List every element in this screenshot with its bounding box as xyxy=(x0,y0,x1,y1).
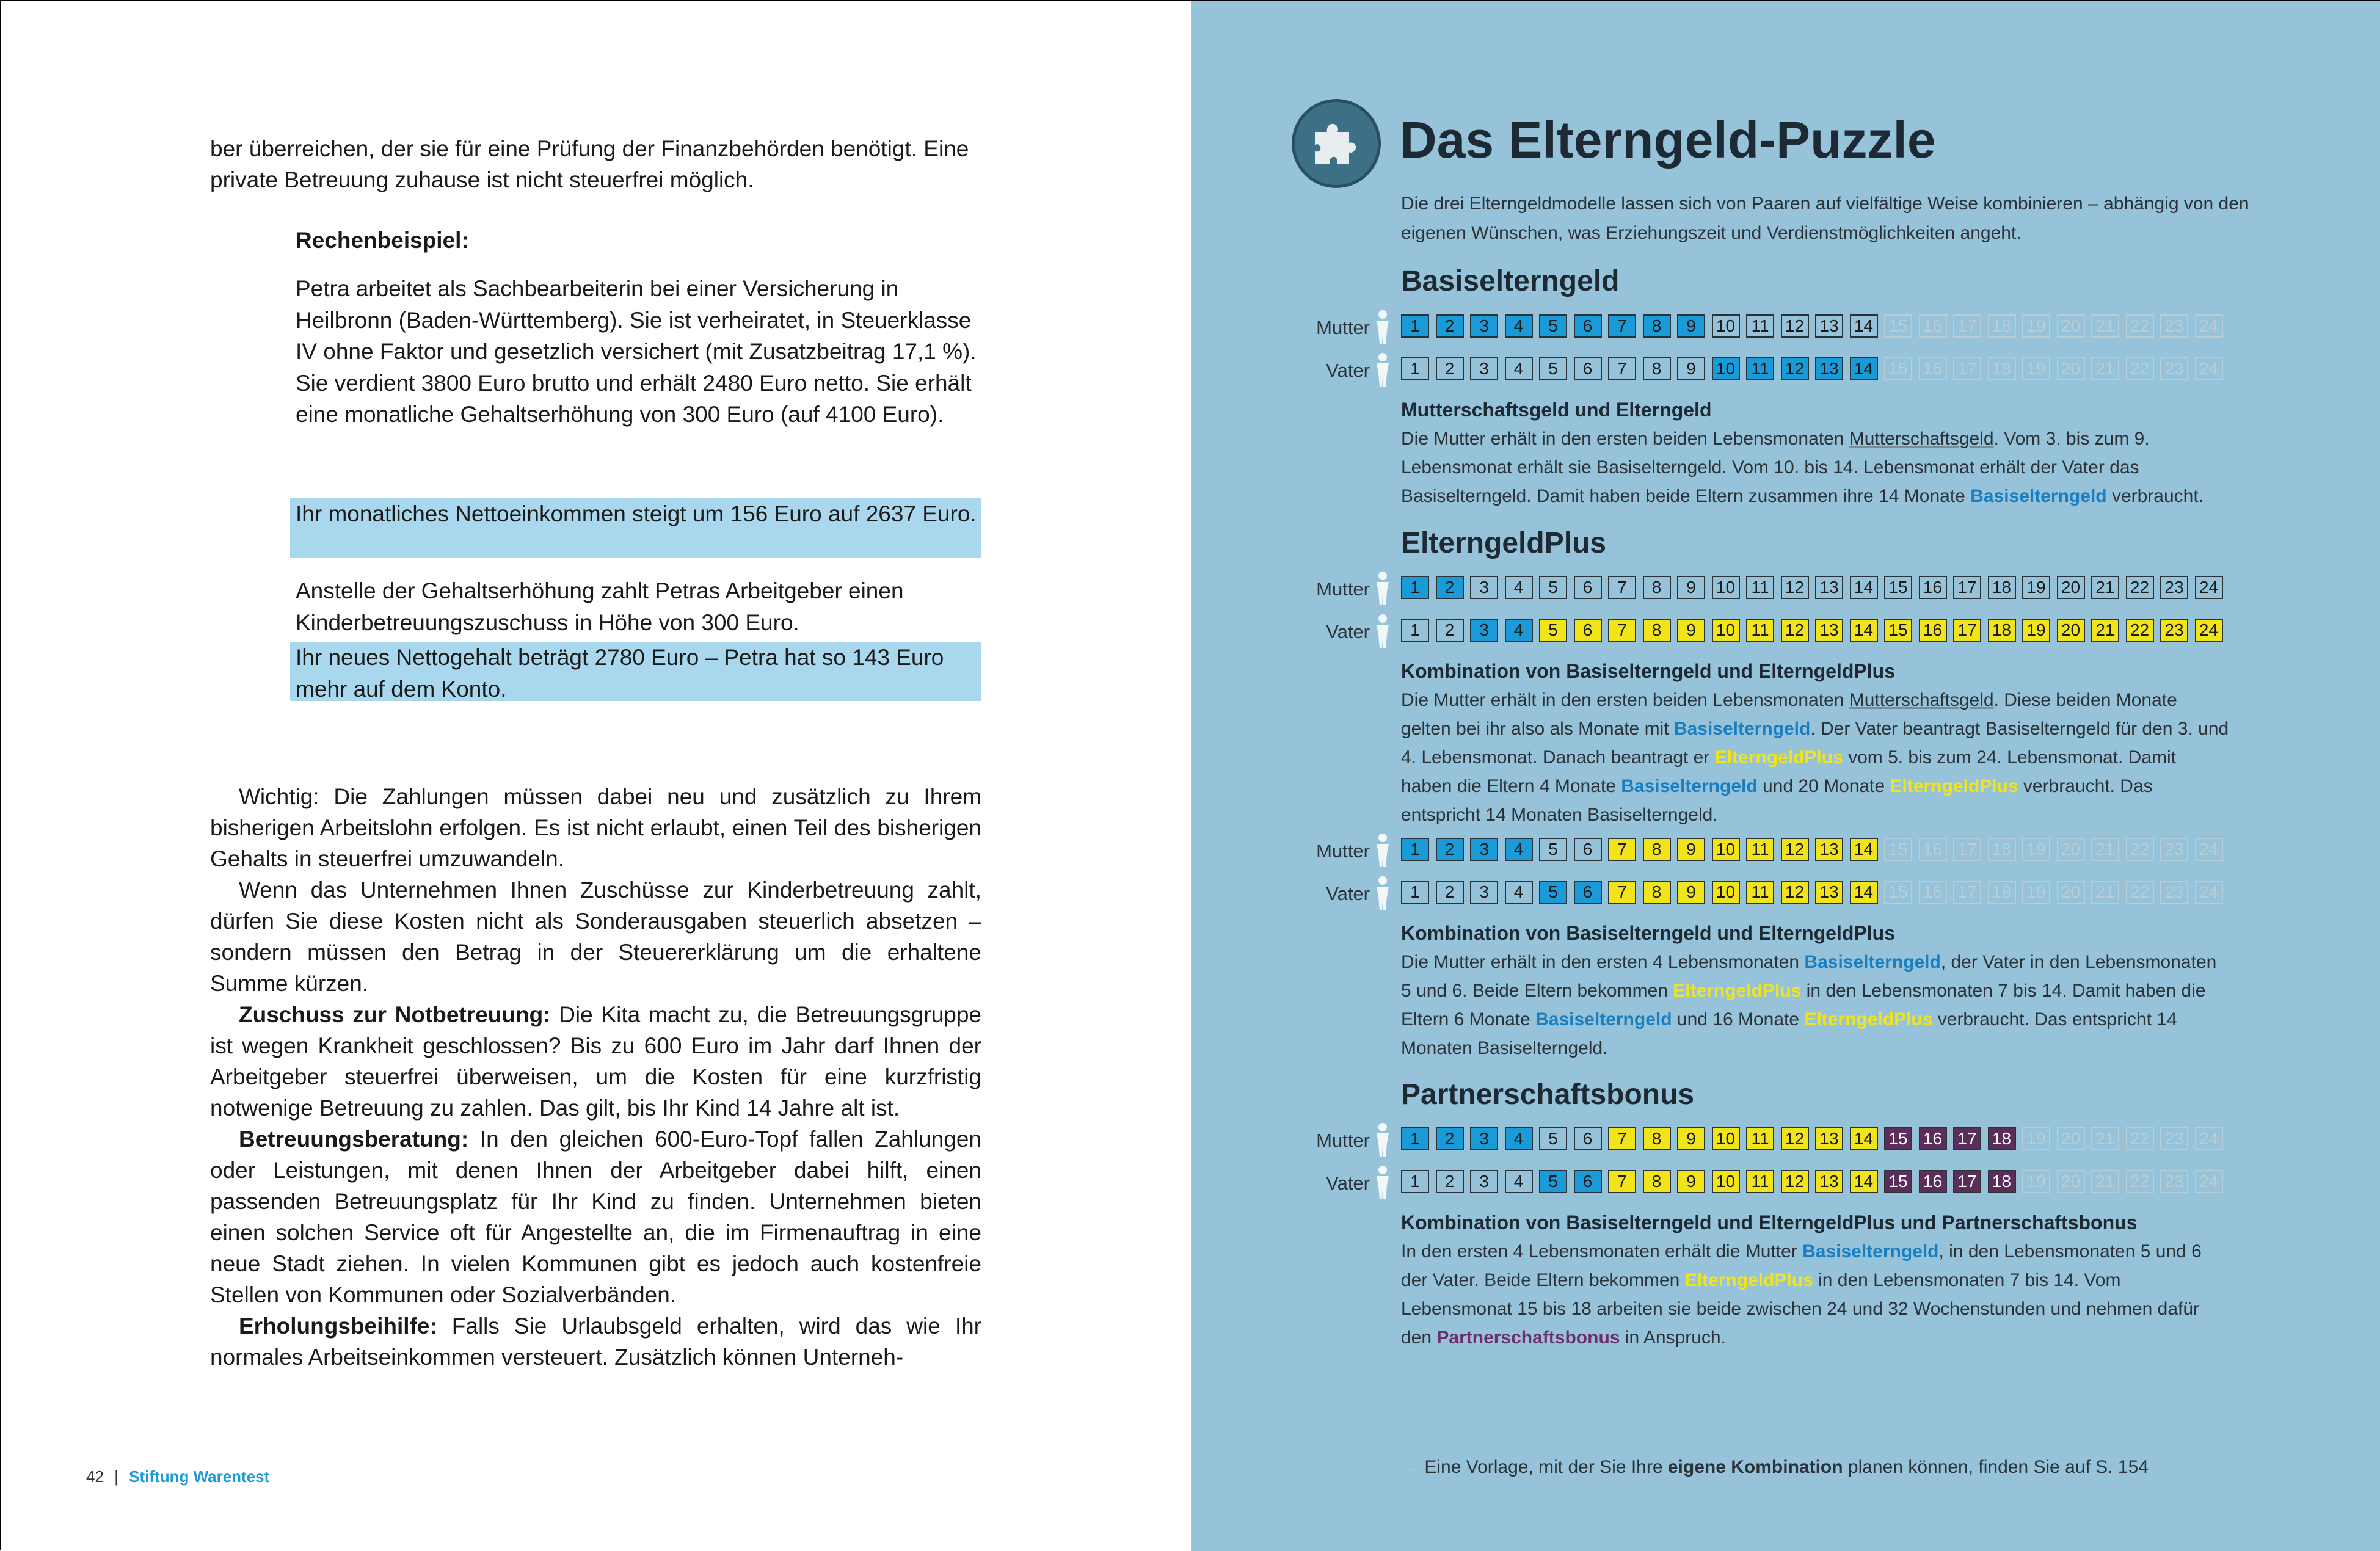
month-cell: 18 xyxy=(1988,619,2016,642)
month-cell: 5 xyxy=(1539,314,1567,338)
month-cell: 15 xyxy=(1884,1127,1912,1150)
mother-figure-icon xyxy=(1374,1122,1392,1158)
month-cell: 14 xyxy=(1850,619,1878,642)
month-cell: 10 xyxy=(1712,838,1740,861)
mother-figure-icon xyxy=(1374,571,1392,606)
term-betreuungsberatung: Betreuungsberatung: xyxy=(239,1127,469,1152)
month-cell: 18 xyxy=(1988,1170,2016,1193)
month-cell: 1 xyxy=(1401,1170,1429,1193)
father-figure-icon xyxy=(1374,1165,1392,1200)
term-notbetreuung: Zuschuss zur Notbetreuung: xyxy=(239,1002,551,1027)
month-cell: 5 xyxy=(1539,619,1567,642)
month-cell: 20 xyxy=(2057,314,2085,338)
month-cell: 1 xyxy=(1401,314,1429,338)
month-cell: 17 xyxy=(1953,838,1981,861)
month-cell: 4 xyxy=(1505,619,1533,642)
month-cell: 8 xyxy=(1643,314,1671,338)
month-cell: 6 xyxy=(1574,357,1602,380)
month-cell: 13 xyxy=(1815,576,1843,599)
page-title: Das Elterngeld-Puzzle xyxy=(1400,111,1936,169)
month-cell: 12 xyxy=(1781,357,1809,380)
month-cell: 18 xyxy=(1988,881,2016,904)
paragraph-wichtig: Wichtig: Die Zahlungen müssen dabei neu und zusätzlich zu Ihrem bisherigen Arbeitslohn erfolgen. Es ist nicht erlaubt, einen Teil des bisherigen Gehalts in steuerfrei umzuwandeln. xyxy=(210,784,981,871)
month-cell: 22 xyxy=(2126,881,2154,904)
month-cell: 5 xyxy=(1539,576,1567,599)
month-cell: 6 xyxy=(1574,576,1602,599)
month-cell: 8 xyxy=(1643,357,1671,380)
month-cell: 14 xyxy=(1850,838,1878,861)
month-cell: 23 xyxy=(2160,576,2188,599)
month-cell: 22 xyxy=(2126,576,2154,599)
description-3: Kombination von Basiselterngeld und ElterngeldPlus Die Mutter erhält in den ersten 4 Lebensmonaten Basiselterngeld, der Vater in den Lebensmonaten 5 und 6. Beide Eltern bekommen ElterngeldPlus in den Lebensmonaten 7 bis 14. Damit haben die Eltern 6 Monate Basiselterngeld und 16 Monate ElterngeldPlus verbraucht. Das entspricht 14 Monaten Basiselterngeld. xyxy=(1401,919,2232,1062)
month-cell: 2 xyxy=(1436,314,1464,338)
month-cell: 15 xyxy=(1884,1170,1912,1193)
month-cell: 13 xyxy=(1815,881,1843,904)
puzzle-icon xyxy=(1307,114,1366,173)
paragraph-notbetreuung: Zuschuss zur Notbetreuung: Die Kita macht zu, die Betreuungsgruppe ist wegen Krankheit geschlossen? Bis zu 600 Euro im Jahr darf Ihnen der Arbeitgeber steuerfrei überweisen, um die Kosten für eine kurzfristig notwenige Betreuung zu zahlen. Das gilt, bis Ihr Kind 14 Jahre alt ist. xyxy=(210,1002,981,1121)
term-erholungsbeihilfe: Erholungsbeihilfe: xyxy=(239,1313,437,1339)
month-cell: 2 xyxy=(1436,1127,1464,1150)
month-cell: 21 xyxy=(2091,576,2119,599)
month-cell: 13 xyxy=(1815,314,1843,338)
month-cell: 4 xyxy=(1505,1127,1533,1150)
label-mother: Mutter xyxy=(1316,1130,1370,1151)
month-cell: 20 xyxy=(2057,1170,2085,1193)
month-cell: 19 xyxy=(2022,1170,2050,1193)
month-cell: 10 xyxy=(1712,619,1740,642)
month-cell: 21 xyxy=(2091,619,2119,642)
page-number: 42 xyxy=(86,1467,104,1486)
month-cell: 6 xyxy=(1574,881,1602,904)
month-cell: 1 xyxy=(1401,1127,1429,1150)
month-cell: 20 xyxy=(2057,576,2085,599)
month-cell: 12 xyxy=(1781,576,1809,599)
arrow-right-icon: → xyxy=(1401,1457,1419,1477)
month-cell: 22 xyxy=(2126,314,2154,338)
month-cell: 9 xyxy=(1677,576,1705,599)
month-cell: 19 xyxy=(2022,357,2050,380)
month-cell: 4 xyxy=(1505,357,1533,380)
month-cell: 17 xyxy=(1953,881,1981,904)
month-cell: 2 xyxy=(1436,1170,1464,1193)
label-mother: Mutter xyxy=(1316,317,1370,338)
month-cell: 22 xyxy=(2126,1127,2154,1150)
month-cell: 20 xyxy=(2057,619,2085,642)
month-cell: 6 xyxy=(1574,1127,1602,1150)
month-cell: 17 xyxy=(1953,576,1981,599)
month-cell: 10 xyxy=(1712,314,1740,338)
month-cell: 4 xyxy=(1505,1170,1533,1193)
month-cell: 24 xyxy=(2195,357,2223,380)
month-cell: 15 xyxy=(1884,314,1912,338)
month-cell: 16 xyxy=(1919,1170,1947,1193)
month-cell: 5 xyxy=(1539,1170,1567,1193)
month-cell: 18 xyxy=(1988,314,2016,338)
month-cell: 13 xyxy=(1815,357,1843,380)
month-cell: 7 xyxy=(1608,619,1636,642)
month-cell: 11 xyxy=(1746,1170,1774,1193)
month-cell: 3 xyxy=(1470,1170,1498,1193)
month-cell: 10 xyxy=(1712,1170,1740,1193)
month-cell: 13 xyxy=(1815,619,1843,642)
month-cell: 13 xyxy=(1815,838,1843,861)
month-cell: 8 xyxy=(1643,1170,1671,1193)
month-cell: 3 xyxy=(1470,1127,1498,1150)
month-cell: 2 xyxy=(1436,838,1464,861)
month-cell: 12 xyxy=(1781,838,1809,861)
month-cell: 9 xyxy=(1677,314,1705,338)
paragraph-zuschuesse: Wenn das Unternehmen Ihnen Zuschüsse zur Kinderbetreuung zahlt, dürfen Sie diese Kosten nicht als Sonderausgaben steuerlich absetzen – sondern müssen den Betrag in der Steuererklärung um die erhaltene Summe kürzen. xyxy=(210,877,981,996)
month-cell: 23 xyxy=(2160,838,2188,861)
section-title-basiselterngeld: Basiselterngeld xyxy=(1401,265,1620,297)
example-title: Rechenbeispiel: xyxy=(296,228,469,253)
month-cell: 23 xyxy=(2160,619,2188,642)
month-cell: 12 xyxy=(1781,1170,1809,1193)
intro-text: Die drei Elterngeldmodelle lassen sich von Paaren auf vielfältige Weise kombinieren – abhängig von den eigenen Wünschen, was Erziehungszeit und Verdienstmöglichkeiten angeht. xyxy=(1401,194,2249,243)
month-cell: 3 xyxy=(1470,619,1498,642)
month-cell: 23 xyxy=(2160,881,2188,904)
month-cell: 11 xyxy=(1746,314,1774,338)
month-cell: 24 xyxy=(2195,619,2223,642)
month-cell: 14 xyxy=(1850,1170,1878,1193)
month-cell: 24 xyxy=(2195,838,2223,861)
footer-separator: | xyxy=(114,1467,118,1486)
month-cell: 16 xyxy=(1919,838,1947,861)
month-cell: 20 xyxy=(2057,357,2085,380)
month-cell: 8 xyxy=(1643,838,1671,861)
month-cell: 1 xyxy=(1401,619,1429,642)
month-cell: 8 xyxy=(1643,619,1671,642)
description-4-heading: Kombination von Basiselterngeld und ElterngeldPlus und Partnerschaftsbonus xyxy=(1401,1211,2138,1233)
left-page xyxy=(1,1,1190,1551)
month-cell: 17 xyxy=(1953,314,1981,338)
month-cell: 11 xyxy=(1746,619,1774,642)
month-cell: 8 xyxy=(1643,576,1671,599)
month-cell: 23 xyxy=(2160,1170,2188,1193)
month-cell: 16 xyxy=(1919,1127,1947,1150)
month-cell: 6 xyxy=(1574,838,1602,861)
month-cell: 9 xyxy=(1677,1170,1705,1193)
label-father: Vater xyxy=(1326,621,1370,642)
month-cell: 7 xyxy=(1608,881,1636,904)
month-cell: 24 xyxy=(2195,881,2223,904)
month-cell: 16 xyxy=(1919,576,1947,599)
month-cell: 23 xyxy=(2160,314,2188,338)
month-cell: 7 xyxy=(1608,838,1636,861)
month-cell: 13 xyxy=(1815,1127,1843,1150)
month-cell: 19 xyxy=(2022,576,2050,599)
month-cell: 21 xyxy=(2091,838,2119,861)
label-mother: Mutter xyxy=(1316,578,1370,600)
paragraph-erholungsbeihilfe: Erholungsbeihilfe: Falls Sie Urlaubsgeld erhalten, wird das wie Ihr normales Arbeitseinkommen versteuert. Zusätzlich können Unterneh- xyxy=(210,1313,981,1370)
example-paragraph-2: Anstelle der Gehaltserhöhung zahlt Petras Arbeitgeber einen Kinderbetreuungszuschuss in Höhe von 300 Euro. xyxy=(296,578,904,635)
month-cell: 9 xyxy=(1677,838,1705,861)
month-cell: 17 xyxy=(1953,357,1981,380)
section-title-partnerschaftsbonus: Partnerschaftsbonus xyxy=(1401,1078,1695,1111)
month-cell: 12 xyxy=(1781,881,1809,904)
main-text xyxy=(210,781,981,1373)
month-cell: 21 xyxy=(2091,1170,2119,1193)
month-cell: 2 xyxy=(1436,357,1464,380)
month-cell: 12 xyxy=(1781,619,1809,642)
month-cell: 11 xyxy=(1746,357,1774,380)
mother-figure-icon xyxy=(1374,833,1392,868)
month-cell: 20 xyxy=(2057,1127,2085,1150)
description-2-heading: Kombination von Basiselterngeld und ElterngeldPlus xyxy=(1401,660,1895,682)
month-cell: 17 xyxy=(1953,1127,1981,1150)
month-cell: 14 xyxy=(1850,576,1878,599)
month-cell: 2 xyxy=(1436,619,1464,642)
month-cell: 11 xyxy=(1746,576,1774,599)
month-cell: 3 xyxy=(1470,576,1498,599)
month-cell: 17 xyxy=(1953,619,1981,642)
month-cell: 2 xyxy=(1436,881,1464,904)
month-cell: 24 xyxy=(2195,576,2223,599)
month-cell: 14 xyxy=(1850,357,1878,380)
month-cell: 18 xyxy=(1988,357,2016,380)
month-cell: 3 xyxy=(1470,357,1498,380)
month-cell: 3 xyxy=(1470,881,1498,904)
month-cell: 17 xyxy=(1953,1170,1981,1193)
month-cell: 3 xyxy=(1470,838,1498,861)
label-mother: Mutter xyxy=(1316,840,1370,862)
description-2: Kombination von Basiselterngeld und ElterngeldPlus Die Mutter erhält in den ersten beiden Lebensmonaten Mutterschaftsgeld. Diese beiden Monate gelten bei ihr also als Monate mit Basiselterngeld. Der Vater beantragt Basiselterngeld für den 3. und 4. Lebensmonat. Danach beantragt er ElterngeldPlus vom 5. bis zum 24. Lebensmonat. Damit haben die Eltern 4 Monate Basiselterngeld und 20 Monate ElterngeldPlus verbraucht. Das entspricht 14 Monaten Basiselterngeld. xyxy=(1401,657,2232,829)
template-reference-note: → Eine Vorlage, mit der Sie Ihre eigene Kombination planen können, finden Sie auf S. 154 xyxy=(1401,1457,2149,1477)
month-cell: 21 xyxy=(2091,357,2119,380)
label-father: Vater xyxy=(1326,1172,1370,1194)
paragraph-betreuungsberatung: Betreuungsberatung: In den gleichen 600-Euro-Topf fallen Zahlungen oder Leistungen, mit denen Ihnen der Arbeitgeber dabei hilft, einen passenden Betreuungsplatz für Ihr Kind zu finden. Unternehmen bieten einen solchen Service oft für Angestellte an, die im Firmenauftrag in eine neue Stadt ziehen. In vielen Kommunen gibt es jedoch auch kostenfreie Stellen von Kommunen oder Sozialverbänden. xyxy=(210,1127,981,1307)
month-cell: 18 xyxy=(1988,576,2016,599)
month-cell: 21 xyxy=(2091,314,2119,338)
month-cell: 13 xyxy=(1815,1170,1843,1193)
month-cell: 24 xyxy=(2195,1127,2223,1150)
month-cell: 7 xyxy=(1608,357,1636,380)
month-cell: 19 xyxy=(2022,881,2050,904)
month-cell: 12 xyxy=(1781,314,1809,338)
month-cell: 1 xyxy=(1401,838,1429,861)
month-cell: 8 xyxy=(1643,1127,1671,1150)
month-cell: 1 xyxy=(1401,881,1429,904)
example-result-2: Ihr neues Nettogehalt beträgt 2780 Euro – Petra hat so 143 Euro mehr auf dem Konto. xyxy=(296,645,944,702)
father-figure-icon xyxy=(1374,352,1392,388)
month-cell: 20 xyxy=(2057,881,2085,904)
month-cell: 11 xyxy=(1746,881,1774,904)
month-cell: 7 xyxy=(1608,576,1636,599)
month-cell: 24 xyxy=(2195,1170,2223,1193)
month-cell: 6 xyxy=(1574,314,1602,338)
month-cell: 6 xyxy=(1574,1170,1602,1193)
month-cell: 23 xyxy=(2160,357,2188,380)
brand-name: Stiftung Warentest xyxy=(129,1467,270,1486)
month-cell: 22 xyxy=(2126,619,2154,642)
month-cell: 16 xyxy=(1919,314,1947,338)
month-cell: 9 xyxy=(1677,1127,1705,1150)
month-cell: 7 xyxy=(1608,314,1636,338)
month-cell: 19 xyxy=(2022,838,2050,861)
father-figure-icon xyxy=(1374,614,1392,649)
month-cell: 5 xyxy=(1539,1127,1567,1150)
month-cell: 11 xyxy=(1746,838,1774,861)
month-cell: 22 xyxy=(2126,838,2154,861)
month-cell: 15 xyxy=(1884,838,1912,861)
month-cell: 4 xyxy=(1505,576,1533,599)
month-cell: 18 xyxy=(1988,1127,2016,1150)
month-cell: 7 xyxy=(1608,1170,1636,1193)
month-cell: 16 xyxy=(1919,357,1947,380)
month-cell: 24 xyxy=(2195,314,2223,338)
section-title-elterngeldplus: ElterngeldPlus xyxy=(1401,527,1607,559)
month-cell: 11 xyxy=(1746,1127,1774,1150)
month-cell: 19 xyxy=(2022,314,2050,338)
month-cell: 4 xyxy=(1505,314,1533,338)
description-1-heading: Mutterschaftsgeld und Elterngeld xyxy=(1401,399,1712,421)
month-cell: 2 xyxy=(1436,576,1464,599)
month-cell: 19 xyxy=(2022,1127,2050,1150)
month-cell: 3 xyxy=(1470,314,1498,338)
month-cell: 16 xyxy=(1919,881,1947,904)
description-4: Kombination von Basiselterngeld und ElterngeldPlus und Partnerschaftsbonus In den ersten 4 Lebensmonaten erhält die Mutter Basiselterngeld, in den Lebensmonaten 5 und 6 der Vater. Beide Eltern bekommen ElterngeldPlus in den Lebensmonaten 7 bis 14. Vom Lebensmonat 15 bis 18 arbeiten sie beide zwischen 24 und 32 Wochenstunden und nehmen dafür den Partnerschaftsbonus in Anspruch. xyxy=(1401,1208,2232,1352)
month-cell: 8 xyxy=(1643,881,1671,904)
month-cell: 15 xyxy=(1884,619,1912,642)
month-cell: 14 xyxy=(1850,881,1878,904)
month-cell: 9 xyxy=(1677,881,1705,904)
page-footer xyxy=(86,1467,269,1486)
month-cell: 14 xyxy=(1850,314,1878,338)
month-cell: 15 xyxy=(1884,881,1912,904)
month-cell: 15 xyxy=(1884,576,1912,599)
month-cell: 6 xyxy=(1574,619,1602,642)
paragraph-intro: ber überreichen, der sie für eine Prüfung der Finanzbehörden benötigt. Eine private Betreuung zuhause ist nicht steuerfrei möglich. xyxy=(210,136,969,192)
month-cell: 5 xyxy=(1539,838,1567,861)
month-cell: 7 xyxy=(1608,1127,1636,1150)
month-cell: 10 xyxy=(1712,881,1740,904)
father-figure-icon xyxy=(1374,876,1392,911)
month-cell: 20 xyxy=(2057,838,2085,861)
month-cell: 1 xyxy=(1401,357,1429,380)
month-cell: 10 xyxy=(1712,1127,1740,1150)
month-cell: 9 xyxy=(1677,619,1705,642)
month-cell: 15 xyxy=(1884,357,1912,380)
month-cell: 23 xyxy=(2160,1127,2188,1150)
month-cell: 14 xyxy=(1850,1127,1878,1150)
month-cell: 19 xyxy=(2022,619,2050,642)
month-cell: 4 xyxy=(1505,881,1533,904)
month-cell: 18 xyxy=(1988,838,2016,861)
description-1: Mutterschaftsgeld und Elterngeld Die Mutter erhält in den ersten beiden Lebensmonaten Mutterschaftsgeld. Vom 3. bis zum 9. Lebensmonat erhält sie Basiselterngeld. Vom 10. bis 14. Lebensmonat erhält der Vater das Basiselterngeld. Damit haben beide Eltern zusammen ihre 14 Monate Basiselterngeld verbraucht. xyxy=(1401,396,2232,510)
month-cell: 10 xyxy=(1712,357,1740,380)
example-paragraph-1: Petra arbeitet als Sachbearbeiterin bei einer Versicherung in Heilbronn (Baden-Württemberg). Sie ist verheiratet, in Steuerklasse IV ohne Faktor und gesetzlich versichert (mit Zusatzbeitrag 17,1 %). Sie verdient 3800 Euro brutto und erhält 2480 Euro netto. Sie erhält eine monatliche Gehaltserhöhung von 300 Euro (auf 4100 Euro). xyxy=(296,276,977,427)
month-cell: 16 xyxy=(1919,619,1947,642)
month-cell: 12 xyxy=(1781,1127,1809,1150)
month-cell: 5 xyxy=(1539,881,1567,904)
month-cell: 22 xyxy=(2126,1170,2154,1193)
month-cell: 10 xyxy=(1712,576,1740,599)
month-cell: 5 xyxy=(1539,357,1567,380)
label-father: Vater xyxy=(1326,360,1370,381)
month-cell: 21 xyxy=(2091,1127,2119,1150)
month-cell: 4 xyxy=(1505,838,1533,861)
mother-figure-icon xyxy=(1374,310,1392,345)
month-cell: 9 xyxy=(1677,357,1705,380)
month-cell: 21 xyxy=(2091,881,2119,904)
month-cell: 22 xyxy=(2126,357,2154,380)
example-result-1: Ihr monatliches Nettoeinkommen steigt um 156 Euro auf 2637 Euro. xyxy=(296,501,977,526)
label-father: Vater xyxy=(1326,883,1370,904)
month-cell: 1 xyxy=(1401,576,1429,599)
description-3-heading: Kombination von Basiselterngeld und ElterngeldPlus xyxy=(1401,922,1895,944)
puzzle-logo xyxy=(1292,99,1381,188)
